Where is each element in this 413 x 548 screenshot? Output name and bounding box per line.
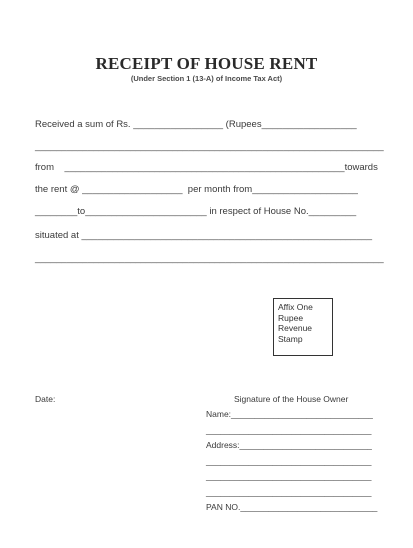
body-line-blank: __________________________________________________________________: [35, 141, 384, 152]
page-subtitle: (Under Section 1 (13-A) of Income Tax Act): [130, 74, 283, 83]
revenue-stamp-box: [273, 298, 333, 356]
stamp-line: Revenue: [278, 323, 313, 333]
body-line-rent: the rent @ ___________________ per month from____________________: [35, 184, 358, 195]
owner-pan-line: PAN NO._____________________________: [206, 502, 378, 512]
owner-blank-line: ___________________________________: [206, 456, 372, 466]
stamp-line: Affix One: [278, 302, 313, 312]
owner-name-line: Name:______________________________: [206, 409, 373, 419]
signature-label: Signature of the House Owner: [234, 394, 349, 404]
body-line-received: Received a sum of Rs. _________________ (Rupees__________________: [35, 119, 357, 130]
body-line-from: from _____________________________________________________towards: [35, 162, 378, 173]
owner-blank-line: ___________________________________: [206, 471, 372, 481]
stamp-line: Stamp: [278, 333, 303, 344]
page-title: RECEIPT OF HOUSE RENT: [95, 54, 318, 73]
stamp-line: Rupee: [278, 312, 304, 323]
body-line-situated: situated at _______________________________________________________: [35, 230, 373, 241]
date-label: Date:: [35, 394, 56, 404]
body-line-blank-2: __________________________________________________________________: [35, 253, 384, 264]
owner-address-line: Address:____________________________: [206, 440, 372, 450]
owner-blank-line: ___________________________________: [206, 487, 372, 497]
body-line-house-no: ________to_______________________ in respect of House No._________: [35, 206, 357, 217]
owner-blank-line: ___________________________________: [206, 425, 372, 435]
